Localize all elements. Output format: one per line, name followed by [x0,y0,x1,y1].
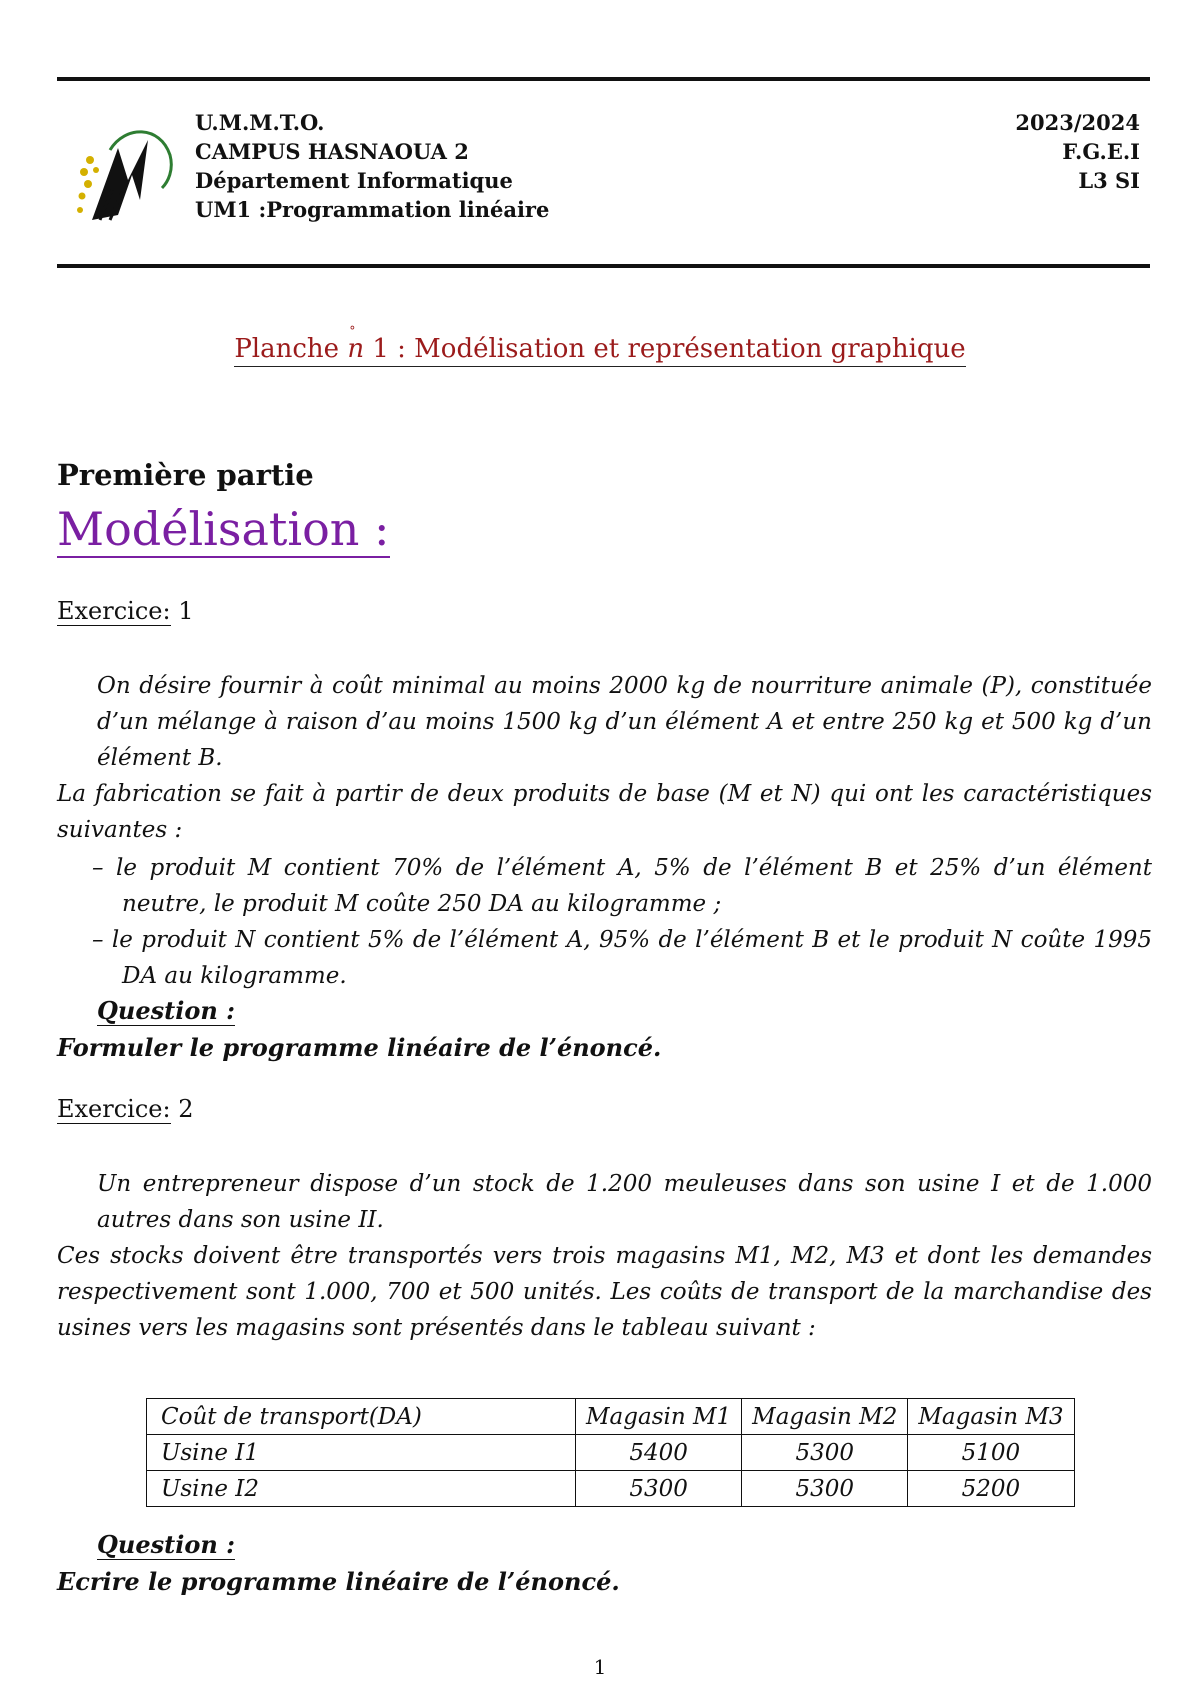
header-line: Département Informatique [195,168,513,193]
header-bottom-rule [57,264,1150,268]
exercise-number: 2 [178,1095,194,1123]
header-line: 2023/2024 [1015,110,1140,135]
title-n-symbol: n ° [347,324,365,364]
table-header-cell: Coût de transport(DA) [147,1399,576,1435]
table-header-cell: Magasin M1 [576,1399,742,1435]
exercise-1-question-text: Formuler le programme linéaire de l’énoncé. [57,1033,662,1062]
exercise-1-fabrication: La fabrication se fait à partir de deux produits de base (M et N) qui ont les caractéristiques suivantes : [57,781,1152,843]
list-item: – le produit M contient 70% de l’élément A, 5% de l’élément B et 25% d’un élément neutre, le produit M coûte 250 DA au kilogramme ; [92,855,1152,917]
table-cell: 5300 [742,1435,908,1471]
header-line: UM1 :Programmation linéaire [195,197,550,222]
exercise-2-stocks: Ces stocks doivent être transportés vers trois magasins M1, M2, M3 et dont les demandes respectivement sont 1.000, 700 et 500 unités. Les coûts de transport de la marchandise des usines vers les magasins sont présentés dans le tableau suivant : [57,1243,1152,1341]
page-number: 1 [593,1655,607,1679]
header-line: U.M.M.T.O. [195,110,325,135]
title-degree: ° [349,324,356,338]
header-institution [195,108,549,224]
transport-cost-table [146,1398,1075,1507]
table-cell: 5400 [576,1435,742,1471]
table-cell: 5300 [576,1471,742,1507]
table-row-label: Usine I2 [147,1471,576,1507]
list-item: – le produit N contient 5% de l’élément A, 95% de l’élément B et le produit N coûte 1995 DA au kilogramme. [92,927,1152,989]
header-line: CAMPUS HASNAOUA 2 [195,139,469,164]
exercise-1-statement [57,668,1152,848]
exercise-2-intro: Un entrepreneur dispose d’un stock de 1.200 meuleuses dans son usine I et de 1.000 autres dans son usine II. [97,1171,1152,1233]
exercise-2-heading [57,1095,194,1123]
header-year-info [1015,108,1140,195]
exercise-2-question-text: Ecrire le programme linéaire de l’énoncé. [57,1567,620,1596]
header-top-rule [57,77,1150,81]
title-rest: 1 : Modélisation et représentation graphique [372,334,966,364]
title-prefix: Planche [234,334,348,364]
exercise-1-bullets [92,850,1152,994]
exercise-2-statement [57,1166,1152,1346]
exercise-number: 1 [178,597,194,625]
page-title [0,324,1200,364]
section-title: Modélisation : [57,502,390,556]
header-line: F.G.E.I [1062,139,1140,164]
exercise-1-heading [57,597,194,625]
university-logo-icon [70,120,175,230]
table-row [147,1435,1075,1471]
table-header-cell: Magasin M2 [742,1399,908,1435]
header-line: L3 SI [1078,168,1140,193]
table-cell: 5100 [908,1435,1074,1471]
table-header-row [147,1399,1075,1435]
exercise-1-intro: On désire fournir à coût minimal au moins 2000 kg de nourriture animale (P), constituée d’un mélange à raison d’au moins 1500 kg d’un élément A et entre 250 kg et 500 kg d’un élément B. [97,673,1152,771]
exercise-label: Exercice: [57,1095,171,1123]
table-cell: 5200 [908,1471,1074,1507]
exercise-2-question-label: Question : [97,1530,236,1559]
table-row-label: Usine I1 [147,1435,576,1471]
table-row [147,1471,1075,1507]
table-header-cell: Magasin M3 [908,1399,1074,1435]
exercise-label: Exercice: [57,597,171,625]
exercise-1-question-label: Question : [97,996,236,1025]
table-cell: 5300 [742,1471,908,1507]
part-title: Première partie [57,458,314,492]
